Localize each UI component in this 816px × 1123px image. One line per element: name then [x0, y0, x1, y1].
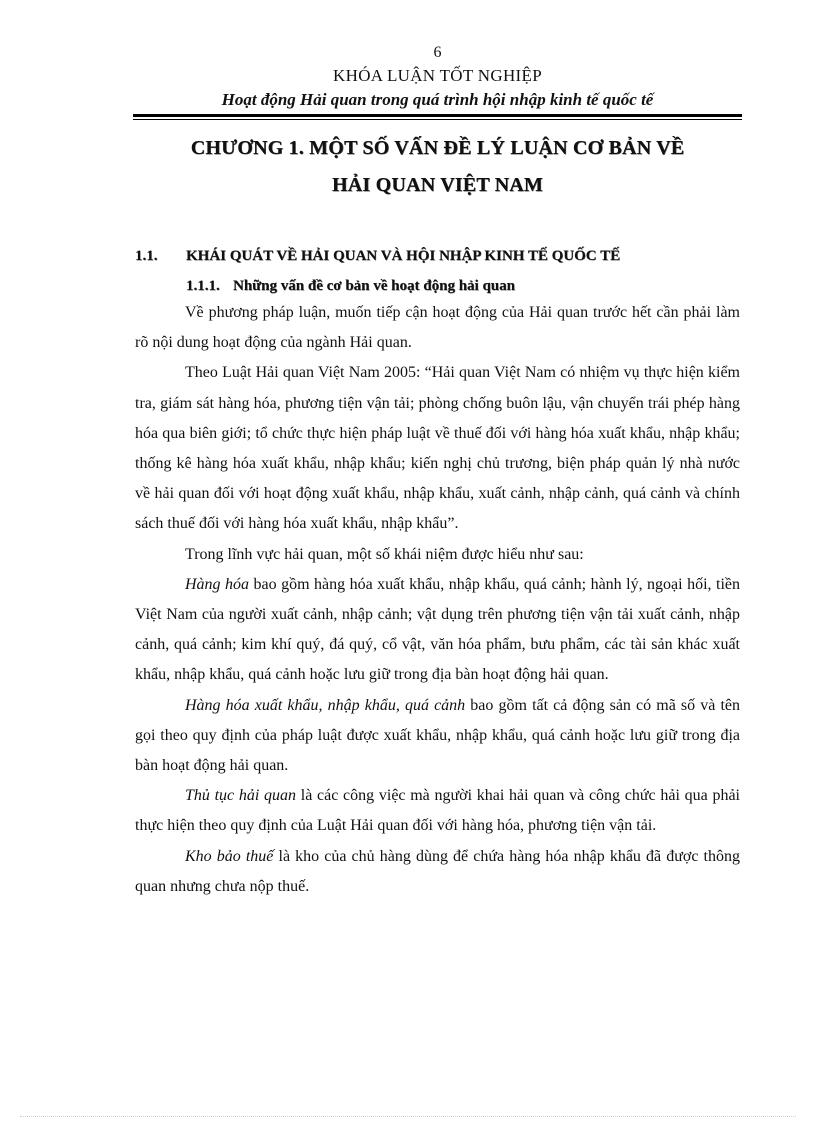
header-rule-thin [133, 119, 742, 120]
definition-text: bao gồm hàng hóa xuất khẩu, nhập khẩu, quá cảnh; hành lý, ngoại hối, tiền Việt Nam của người xuất cảnh, nhập cảnh; vật dụng trên phương tiện vận tải xuất cảnh, nhập cảnh, quá cảnh; kim khí quý, đá quý, cổ vật, văn hóa phẩm, bưu phẩm, các tài sản khác xuất khẩu, nhập khẩu, quá cảnh hoặc lưu giữ trong địa bàn hoạt động hải quan. [135, 575, 740, 684]
page-bottom-divider [20, 1116, 796, 1117]
chapter-title-line-1: CHƯƠNG 1. MỘT SỐ VẤN ĐỀ LÝ LUẬN CƠ BẢN VỀ [190, 137, 685, 159]
page-number: 6 [433, 44, 442, 61]
definition-term: Thủ tục hải quan [185, 787, 297, 805]
paragraph [135, 781, 740, 841]
body-text [135, 298, 740, 902]
header-rule-thick [133, 114, 742, 117]
subsection-number: 1.1.1. [186, 278, 220, 294]
definition-term: Kho bảo thuế [185, 847, 274, 865]
paragraph: Về phương pháp luận, muốn tiếp cận hoạt động của Hải quan trước hết cần phải làm rõ nội dung hoạt động của ngành Hải quan. [135, 304, 740, 352]
subsection-title: Những vấn đề cơ bản về hoạt động hải quan [233, 278, 515, 294]
definition-text: là kho của chủ hàng dùng để chứa hàng hóa nhập khẩu đã được thông quan nhưng chưa nộp thuế. [135, 847, 741, 895]
definition-term: Hàng hóa [185, 575, 250, 593]
paragraph [135, 570, 740, 691]
paragraph: Theo Luật Hải quan Việt Nam 2005: “Hải quan Việt Nam có nhiệm vụ thực hiện kiểm tra, giám sát hàng hóa, phương tiện vận tải; phòng chống buôn lậu, vận chuyển trái phép hàng hóa qua biên giới; tổ chức thực hiện pháp luật về thuế đối với hàng hóa xuất khẩu, nhập khẩu; thống kê hàng hóa xuất khẩu, nhập khẩu; kiến nghị chủ trương, biện pháp quản lý nhà nước về hải quan đối với hoạt động xuất khẩu, nhập khẩu, xuất cảnh, nhập cảnh, quá cảnh và chính sách thuế đối với hàng hóa xuất khẩu, nhập khẩu”. [135, 364, 740, 533]
definition-term: Hàng hóa xuất khẩu, nhập khẩu, quá cảnh [185, 696, 466, 714]
paragraph: Trong lĩnh vực hải quan, một số khái niệm được hiểu như sau: [185, 545, 584, 563]
paragraph [135, 691, 740, 782]
definition-text: bao gồm tất cả động sản có mã số và tên gọi theo quy định của pháp luật được xuất khẩu, nhập khẩu, quá cảnh hoặc lưu giữ trong địa bàn hoạt động hải quan. [135, 696, 741, 775]
paragraph [135, 842, 740, 902]
chapter-title-line-2: HẢI QUAN VIỆT NAM [331, 174, 544, 196]
definition-text: là các công việc mà người khai hải quan và công chức hải qua phải thực hiện theo quy định của Luật Hải quan đối với hàng hóa, phương tiện vận tải. [135, 787, 740, 835]
section-number: 1.1. [135, 248, 158, 264]
running-title: Hoạt động Hải quan trong quá trình hội nhập kinh tế quốc tế [221, 90, 654, 109]
thesis-label: KHÓA LUẬN TỐT NGHIỆP [333, 66, 542, 85]
section-title: KHÁI QUÁT VỀ HẢI QUAN VÀ HỘI NHẬP KINH TẾ QUỐC TẾ [186, 248, 621, 264]
